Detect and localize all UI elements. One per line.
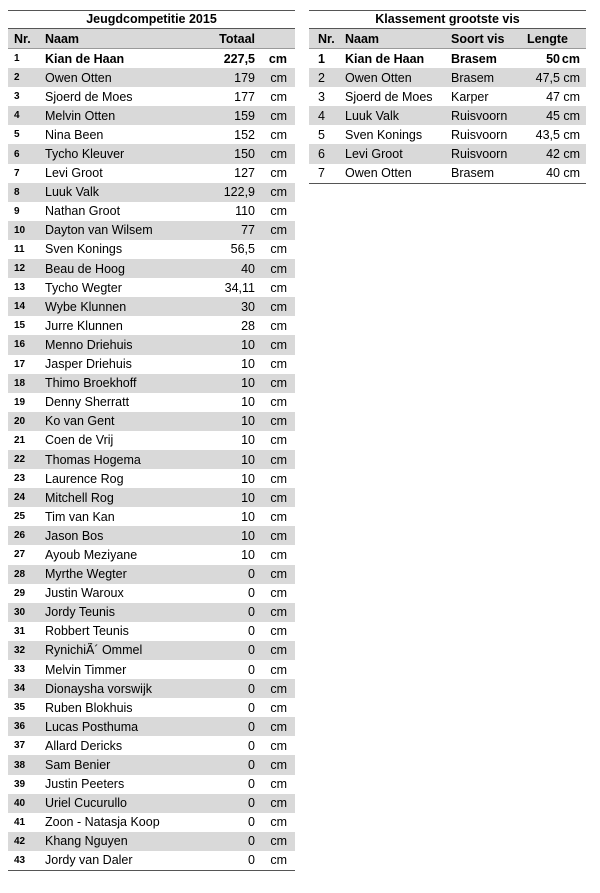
row-totaal: 0 <box>248 643 255 658</box>
row-naam: Levi Groot <box>45 166 103 181</box>
row-nr: 30 <box>14 606 26 618</box>
row-totaal: 0 <box>248 796 255 811</box>
table-row <box>8 144 295 163</box>
row-lengte: 47,5 <box>535 70 560 85</box>
row-unit: cm <box>270 299 287 314</box>
table-row <box>8 68 295 87</box>
row-lengte: 47 <box>546 89 560 104</box>
header-naam: Naam <box>345 31 380 46</box>
row-unit: cm <box>270 261 287 276</box>
table-body <box>8 49 295 870</box>
table-row <box>8 431 295 450</box>
row-nr: 38 <box>14 759 26 771</box>
row-totaal: 127 <box>234 166 255 181</box>
row-naam: Kian de Haan <box>345 51 425 66</box>
row-naam: Uriel Cucurullo <box>45 796 127 811</box>
row-totaal: 0 <box>248 624 255 639</box>
row-totaal: 0 <box>248 815 255 830</box>
row-nr: 34 <box>14 683 26 695</box>
row-totaal: 0 <box>248 681 255 696</box>
row-unit: cm <box>270 719 287 734</box>
row-unit: cm <box>563 147 580 162</box>
table-row <box>8 755 295 774</box>
table-row <box>8 507 295 526</box>
row-naam: Jordy van Daler <box>45 853 133 868</box>
row-unit: cm <box>270 796 287 811</box>
row-nr: 28 <box>14 568 26 580</box>
row-lengte: 50 <box>546 51 560 66</box>
klassement-grootste-vis-table <box>309 10 586 184</box>
table-body <box>309 49 586 183</box>
header-nr: Nr. <box>14 31 31 46</box>
row-unit: cm <box>270 471 287 486</box>
row-unit: cm <box>563 70 580 85</box>
row-nr: 35 <box>14 702 26 714</box>
table-row <box>8 259 295 278</box>
row-totaal: 179 <box>234 70 255 85</box>
row-totaal: 122,9 <box>223 185 255 200</box>
row-nr: 6 <box>318 147 325 162</box>
row-totaal: 159 <box>234 108 255 123</box>
row-nr: 1 <box>14 53 20 65</box>
row-naam: Sam Benier <box>45 758 111 773</box>
row-naam: Levi Groot <box>345 147 403 162</box>
row-nr: 31 <box>14 625 26 637</box>
row-naam: Khang Nguyen <box>45 834 128 849</box>
table-row <box>8 565 295 584</box>
row-lengte: 42 <box>546 147 560 162</box>
header-totaal: Totaal <box>219 31 255 46</box>
row-naam: Lucas Posthuma <box>45 719 139 734</box>
table-row <box>8 335 295 354</box>
table-row <box>309 49 586 68</box>
row-naam: Justin Peeters <box>45 777 125 792</box>
row-unit: cm <box>270 89 287 104</box>
row-nr: 10 <box>14 224 26 236</box>
row-nr: 15 <box>14 320 26 332</box>
row-naam: Owen Otten <box>345 166 412 181</box>
table-row <box>8 278 295 297</box>
table-row <box>8 679 295 698</box>
row-naam: Jason Bos <box>45 528 104 543</box>
row-soort-vis: Brasem <box>451 70 495 85</box>
row-naam: Luuk Valk <box>45 185 99 200</box>
row-nr: 12 <box>14 263 26 275</box>
row-unit: cm <box>563 89 580 104</box>
row-unit: cm <box>270 242 287 257</box>
row-totaal: 10 <box>241 452 255 467</box>
row-naam: Laurence Rog <box>45 471 124 486</box>
row-nr: 11 <box>14 243 25 255</box>
row-unit: cm <box>270 318 287 333</box>
header-nr: Nr. <box>318 31 335 46</box>
row-lengte: 43,5 <box>535 127 560 142</box>
row-nr: 1 <box>318 51 325 66</box>
row-soort-vis: Ruisvoorn <box>451 108 508 123</box>
row-naam: Zoon - Natasja Koop <box>45 815 160 830</box>
row-naam: Thimo Broekhoff <box>45 376 137 391</box>
row-unit: cm <box>561 51 580 66</box>
row-naam: Ko van Gent <box>45 414 115 429</box>
table-row <box>8 545 295 564</box>
row-naam: Luuk Valk <box>345 108 399 123</box>
row-nr: 16 <box>14 339 26 351</box>
table-row <box>8 584 295 603</box>
row-totaal: 0 <box>248 605 255 620</box>
row-naam: Jurre Klunnen <box>45 318 123 333</box>
header-lengte: Lengte <box>527 31 568 46</box>
header-naam: Naam <box>45 31 80 46</box>
row-unit: cm <box>270 452 287 467</box>
table-row <box>8 469 295 488</box>
row-totaal: 28 <box>241 318 255 333</box>
row-nr: 17 <box>14 358 26 370</box>
table-row <box>8 794 295 813</box>
row-nr: 26 <box>14 530 26 542</box>
table-row <box>309 68 586 87</box>
row-nr: 7 <box>318 166 325 181</box>
row-unit: cm <box>270 204 287 219</box>
row-totaal: 177 <box>234 89 255 104</box>
row-totaal: 0 <box>248 586 255 601</box>
table-row <box>8 660 295 679</box>
row-unit: cm <box>270 70 287 85</box>
row-naam: Kian de Haan <box>45 51 125 66</box>
table-row <box>8 183 295 202</box>
row-unit: cm <box>563 166 580 181</box>
row-naam: Sjoerd de Moes <box>45 89 133 104</box>
row-nr: 2 <box>14 72 20 84</box>
row-unit: cm <box>270 280 287 295</box>
row-naam: Sven Konings <box>345 127 423 142</box>
row-totaal: 0 <box>248 662 255 677</box>
row-lengte: 40 <box>546 166 560 181</box>
row-unit: cm <box>270 643 287 658</box>
table-title: Jeugdcompetitie 2015 <box>8 10 295 29</box>
row-naam: Dionaysha vorswijk <box>45 681 152 696</box>
row-totaal: 10 <box>241 547 255 562</box>
table-row <box>8 87 295 106</box>
table-row <box>309 125 586 144</box>
row-unit: cm <box>270 108 287 123</box>
row-soort-vis: Brasem <box>451 166 495 181</box>
row-totaal: 10 <box>241 509 255 524</box>
table-row <box>8 202 295 221</box>
table-row <box>8 106 295 125</box>
row-nr: 19 <box>14 396 26 408</box>
row-nr: 4 <box>14 110 20 122</box>
row-unit: cm <box>270 853 287 868</box>
row-nr: 3 <box>318 89 325 104</box>
row-naam: Justin Waroux <box>45 586 124 601</box>
table-row <box>309 87 586 106</box>
row-nr: 27 <box>14 549 26 561</box>
row-unit: cm <box>270 414 287 429</box>
row-totaal: 56,5 <box>230 242 255 257</box>
table-row <box>8 393 295 412</box>
row-nr: 7 <box>14 167 20 179</box>
row-naam: Wybe Klunnen <box>45 299 127 314</box>
row-naam: RynichiÃ´ Ommel <box>45 643 143 658</box>
row-naam: Jordy Teunis <box>45 605 115 620</box>
row-totaal: 152 <box>234 127 255 142</box>
row-nr: 3 <box>14 91 20 103</box>
row-totaal: 0 <box>248 738 255 753</box>
table-row <box>8 316 295 335</box>
table-row <box>8 49 295 68</box>
row-unit: cm <box>270 395 287 410</box>
row-nr: 41 <box>14 816 26 828</box>
row-totaal: 10 <box>241 337 255 352</box>
row-unit: cm <box>563 108 580 123</box>
row-totaal: 0 <box>248 834 255 849</box>
row-nr: 36 <box>14 721 26 733</box>
row-unit: cm <box>270 547 287 562</box>
row-totaal: 10 <box>241 414 255 429</box>
row-nr: 4 <box>318 108 325 123</box>
row-totaal: 10 <box>241 490 255 505</box>
row-naam: Dayton van Wilsem <box>45 223 153 238</box>
row-unit: cm <box>270 337 287 352</box>
row-nr: 24 <box>14 492 26 504</box>
table-row <box>8 221 295 240</box>
row-totaal: 0 <box>248 719 255 734</box>
row-naam: Myrthe Wegter <box>45 567 127 582</box>
row-totaal: 0 <box>248 758 255 773</box>
table-row <box>8 603 295 622</box>
row-nr: 5 <box>318 127 325 142</box>
row-naam: Coen de Vrij <box>45 433 114 448</box>
row-totaal: 227,5 <box>223 51 255 66</box>
row-unit: cm <box>270 777 287 792</box>
row-totaal: 40 <box>241 261 255 276</box>
row-nr: 37 <box>14 740 26 752</box>
row-unit: cm <box>270 834 287 849</box>
row-naam: Menno Driehuis <box>45 337 133 352</box>
table-row <box>8 775 295 794</box>
row-nr: 18 <box>14 377 26 389</box>
row-naam: Nathan Groot <box>45 204 121 219</box>
table-row <box>8 717 295 736</box>
table-row <box>8 125 295 144</box>
table-row <box>8 526 295 545</box>
table-row <box>8 450 295 469</box>
row-naam: Sjoerd de Moes <box>345 89 433 104</box>
row-soort-vis: Ruisvoorn <box>451 147 508 162</box>
row-naam: Owen Otten <box>345 70 412 85</box>
row-totaal: 0 <box>248 567 255 582</box>
row-nr: 40 <box>14 797 26 809</box>
row-totaal: 0 <box>248 853 255 868</box>
row-totaal: 10 <box>241 376 255 391</box>
row-totaal: 10 <box>241 357 255 372</box>
row-totaal: 0 <box>248 700 255 715</box>
row-totaal: 34,11 <box>224 280 255 295</box>
row-nr: 22 <box>14 454 26 466</box>
table-row <box>309 106 586 125</box>
jeugdcompetitie-table <box>8 10 295 871</box>
row-unit: cm <box>270 605 287 620</box>
row-totaal: 110 <box>235 204 255 219</box>
row-soort-vis: Karper <box>451 89 489 104</box>
row-unit: cm <box>270 567 287 582</box>
row-naam: Sven Konings <box>45 242 123 257</box>
table-row <box>8 164 295 183</box>
row-nr: 42 <box>14 835 26 847</box>
row-unit: cm <box>270 433 287 448</box>
row-naam: Allard Dericks <box>45 738 123 753</box>
row-naam: Thomas Hogema <box>45 452 141 467</box>
row-unit: cm <box>270 624 287 639</box>
row-naam: Denny Sherratt <box>45 395 130 410</box>
row-unit: cm <box>270 127 287 142</box>
row-nr: 43 <box>14 854 26 866</box>
row-naam: Tim van Kan <box>45 509 115 524</box>
table-row <box>8 355 295 374</box>
row-unit: cm <box>270 357 287 372</box>
row-nr: 13 <box>14 282 26 294</box>
row-unit: cm <box>270 738 287 753</box>
row-unit: cm <box>270 185 287 200</box>
table-row <box>8 832 295 851</box>
row-nr: 25 <box>14 511 26 523</box>
row-totaal: 150 <box>234 147 255 162</box>
table-row <box>309 164 586 183</box>
row-unit: cm <box>270 758 287 773</box>
row-nr: 9 <box>14 205 20 217</box>
row-unit: cm <box>268 51 287 66</box>
row-totaal: 0 <box>248 777 255 792</box>
row-unit: cm <box>270 700 287 715</box>
table-row <box>8 641 295 660</box>
table-row <box>8 488 295 507</box>
row-nr: 39 <box>14 778 26 790</box>
row-unit: cm <box>270 223 287 238</box>
row-nr: 2 <box>318 70 325 85</box>
row-nr: 29 <box>14 587 26 599</box>
row-naam: Melvin Otten <box>45 108 116 123</box>
row-unit: cm <box>270 166 287 181</box>
table-row <box>8 813 295 832</box>
table-header-row <box>309 29 586 49</box>
table-row <box>8 412 295 431</box>
row-naam: Ayoub Meziyane <box>45 547 138 562</box>
row-totaal: 10 <box>241 395 255 410</box>
row-nr: 20 <box>14 415 26 427</box>
row-totaal: 10 <box>241 528 255 543</box>
row-unit: cm <box>270 490 287 505</box>
row-nr: 33 <box>14 664 26 676</box>
row-soort-vis: Brasem <box>451 51 497 66</box>
table-row <box>8 851 295 870</box>
table-row <box>8 736 295 755</box>
row-unit: cm <box>270 528 287 543</box>
row-unit: cm <box>270 662 287 677</box>
table-row <box>8 622 295 641</box>
row-naam: Owen Otten <box>45 70 112 85</box>
row-totaal: 77 <box>241 223 255 238</box>
row-naam: Tycho Wegter <box>45 280 122 295</box>
row-unit: cm <box>270 586 287 601</box>
row-nr: 5 <box>14 129 20 141</box>
row-nr: 32 <box>14 644 26 656</box>
row-soort-vis: Ruisvoorn <box>451 127 508 142</box>
row-unit: cm <box>270 681 287 696</box>
row-unit: cm <box>270 147 287 162</box>
table-row <box>309 144 586 163</box>
row-naam: Beau de Hoog <box>45 261 125 276</box>
row-nr: 8 <box>14 186 20 198</box>
row-totaal: 10 <box>241 433 255 448</box>
table-title: Klassement grootste vis <box>309 10 586 29</box>
row-totaal: 30 <box>241 299 255 314</box>
row-nr: 6 <box>14 148 20 160</box>
row-naam: Ruben Blokhuis <box>45 700 133 715</box>
row-unit: cm <box>270 376 287 391</box>
row-naam: Melvin Timmer <box>45 662 127 677</box>
table-row <box>8 698 295 717</box>
row-unit: cm <box>270 815 287 830</box>
row-naam: Nina Been <box>45 127 104 142</box>
table-header-row <box>8 29 295 49</box>
table-row <box>8 240 295 259</box>
row-unit: cm <box>563 127 580 142</box>
table-row <box>8 374 295 393</box>
row-naam: Mitchell Rog <box>45 490 114 505</box>
row-nr: 14 <box>14 301 26 313</box>
row-naam: Tycho Kleuver <box>45 147 125 162</box>
row-naam: Robbert Teunis <box>45 624 129 639</box>
table-row <box>8 297 295 316</box>
row-naam: Jasper Driehuis <box>45 357 132 372</box>
row-nr: 23 <box>14 473 26 485</box>
row-nr: 21 <box>14 434 26 446</box>
header-soort-vis: Soort vis <box>451 31 505 46</box>
row-lengte: 45 <box>546 108 560 123</box>
row-totaal: 10 <box>241 471 255 486</box>
row-unit: cm <box>270 509 287 524</box>
